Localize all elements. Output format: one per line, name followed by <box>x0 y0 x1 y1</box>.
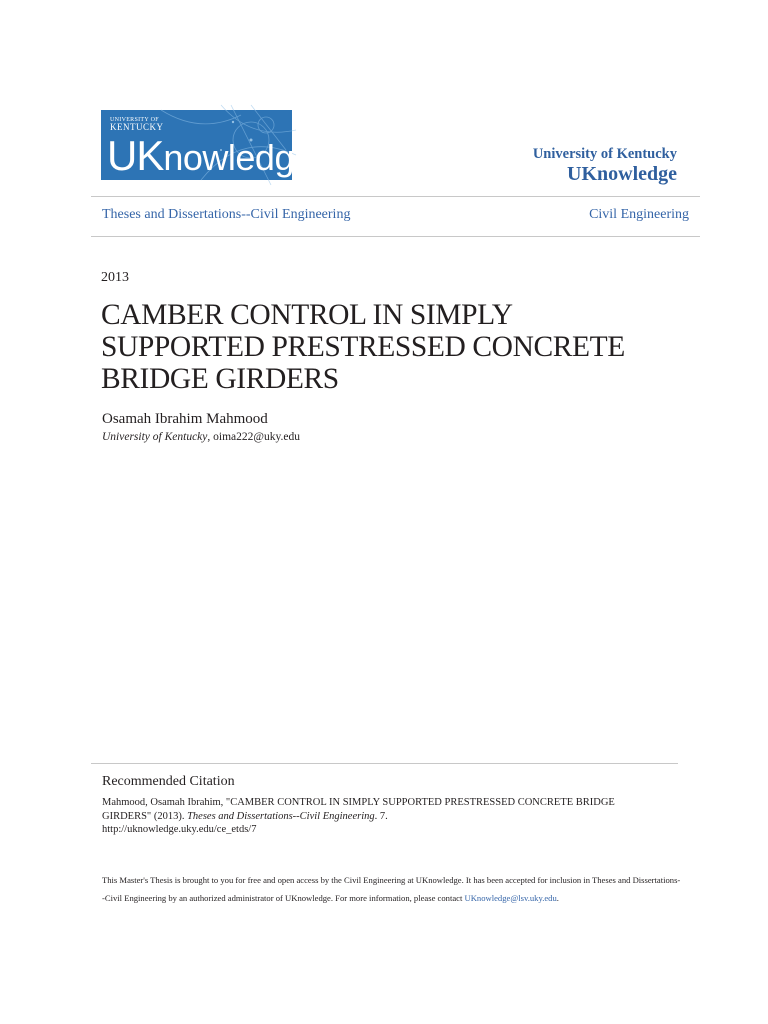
recommended-citation-heading: Recommended Citation <box>102 774 235 789</box>
header-repository-name[interactable]: UKnowledge <box>567 163 677 185</box>
logo-university-of-kentucky: UNIVERSITY OF KENTUCKY <box>110 117 164 132</box>
citation-text <box>102 796 662 837</box>
department-link[interactable]: Civil Engineering <box>589 207 689 222</box>
citation-main: Mahmood, Osamah Ibrahim, "CAMBER CONTROL IN SIMPLY SUPPORTED PRESTRESSED CONCRETE BRIDGE GIRDERS" (2013). <box>102 797 615 822</box>
citation-url[interactable]: http://uknowledge.uky.edu/ce_etds/7 <box>102 824 257 835</box>
author-affiliation <box>102 431 300 443</box>
author-email: , oima222@uky.edu <box>207 431 300 443</box>
collection-link[interactable]: Theses and Dissertations--Civil Engineering <box>102 207 351 222</box>
citation-series: Theses and Dissertations--Civil Engineering <box>187 810 375 822</box>
document-title: CAMBER CONTROL IN SIMPLY SUPPORTED PRESTRESSED CONCRETE BRIDGE GIRDERS <box>101 299 625 395</box>
header-university-name[interactable]: University of Kentucky <box>532 146 677 162</box>
divider <box>91 763 678 764</box>
access-notice <box>102 871 682 907</box>
contact-email-link[interactable]: UKnowledge@lsv.uky.edu <box>464 893 557 903</box>
citation-number: . 7. <box>374 810 388 822</box>
publication-year: 2013 <box>101 270 129 285</box>
institution-name: University of Kentucky <box>102 431 208 443</box>
uknowledge-logo[interactable] <box>101 110 314 180</box>
logo-wordmark: UKnowledge <box>107 132 314 179</box>
notice-end: . <box>556 893 559 903</box>
author-name: Osamah Ibrahim Mahmood <box>102 411 268 427</box>
notice-text: This Master's Thesis is brought to you for free and open access by the Civil Engineering at UKnowledge. It has been accepted for inclusion in Theses and Dissertations--Civil Engineering by an authorized administrator of UKnowledge. For more information, please contact <box>102 875 681 903</box>
divider <box>91 196 700 197</box>
divider <box>91 236 700 237</box>
